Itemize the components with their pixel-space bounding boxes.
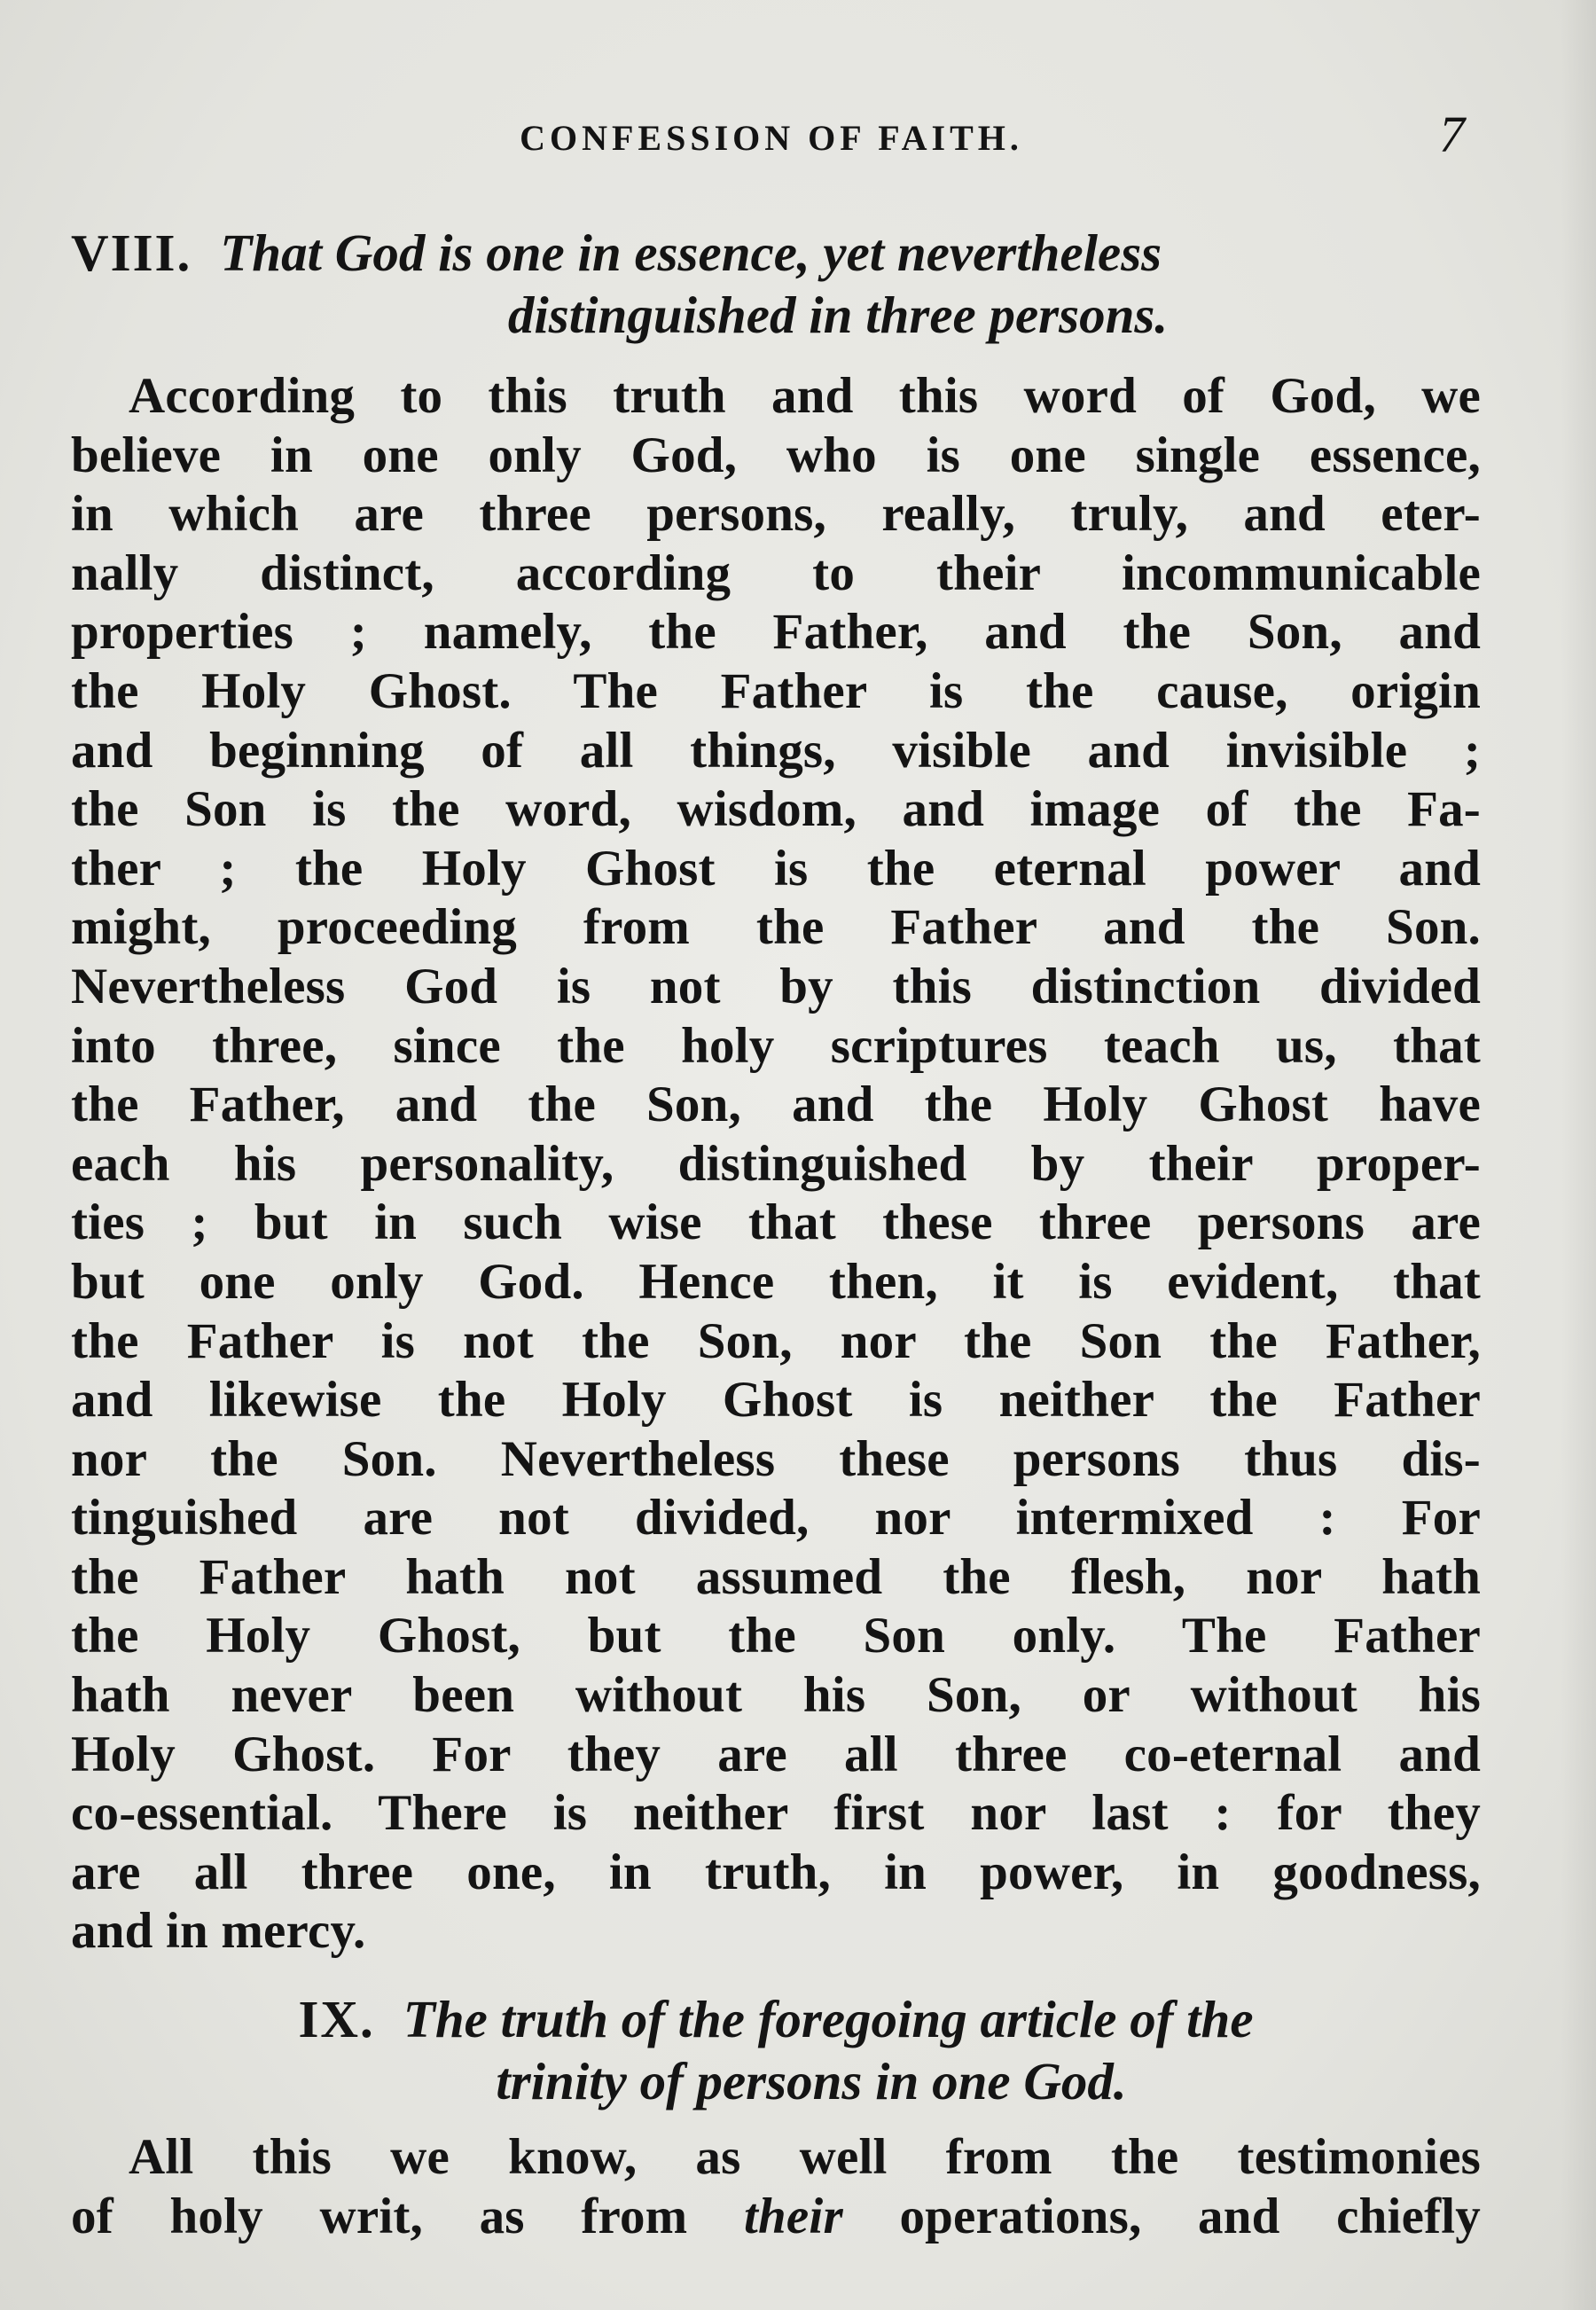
body-line: tinguished are not divided, nor intermixed : For	[71, 1490, 1481, 1547]
body-line: and likewise the Holy Ghost is neither the Father	[71, 1372, 1481, 1429]
italic-word: their	[743, 2188, 843, 2244]
article-viii-title-line2: distinguished in three persons.	[507, 286, 1169, 344]
body-text: of holy writ, as from	[71, 2188, 744, 2244]
body-line: the Father, and the Son, and the Holy Ghost have	[71, 1077, 1481, 1133]
page-content	[71, 222, 1481, 2246]
article-viii-title-line1: That God is one in essence, yet nevertheless	[220, 223, 1162, 282]
body-line: ther ; the Holy Ghost is the eternal power and	[71, 840, 1481, 897]
body-line: into three, since the holy scriptures teach us, that	[71, 1017, 1481, 1074]
article-ix-title-line1: The truth of the foregoing article of the	[403, 1990, 1254, 2049]
page-edge-shadow	[1561, 0, 1596, 2310]
body-text: operations, and chiefly	[842, 2188, 1481, 2244]
body-line: hath never been without his Son, or without his	[71, 1667, 1481, 1724]
body-line: According to this truth and this word of God, we	[129, 368, 1481, 424]
article-viii-heading	[71, 222, 1481, 346]
running-head: CONFESSION OF FAITH.	[520, 118, 1023, 158]
article-ix-title-line2: trinity of persons in one God.	[496, 2052, 1127, 2111]
article-ix-heading	[71, 1988, 1481, 2112]
body-line: believe in one only God, who is one single essence,	[71, 427, 1481, 483]
body-line: and in mercy.	[71, 1903, 366, 1960]
body-line: nally distinct, according to their incommunicable	[71, 544, 1481, 601]
article-viii-number: VIII.	[71, 223, 192, 282]
article-viii-body	[71, 367, 1481, 1962]
body-line: Holy Ghost. For they are all three co-eternal and	[71, 1726, 1481, 1782]
body-line: the Father hath not assumed the flesh, nor hath	[71, 1548, 1481, 1605]
body-line: properties ; namely, the Father, and the Son, and	[71, 604, 1481, 661]
body-line: might, proceeding from the Father and the Son.	[71, 899, 1481, 956]
article-ix-body	[71, 2128, 1481, 2246]
body-line: Nevertheless God is not by this distinction divided	[71, 958, 1481, 1014]
body-line: the Son is the word, wisdom, and image of the Fa-	[71, 781, 1481, 838]
body-line: All this we know, as well from the testimonies	[129, 2129, 1481, 2186]
page-number: 7	[1439, 106, 1465, 163]
body-line: co-essential. There is neither first nor last : for they	[71, 1785, 1481, 1842]
body-line: the Holy Ghost, but the Son only. The Father	[71, 1608, 1481, 1664]
body-line: in which are three persons, really, truly, and eter-	[71, 486, 1481, 543]
body-line	[71, 2188, 1481, 2247]
article-ix-number: IX.	[298, 1990, 375, 2049]
body-line: and beginning of all things, visible and invisible ;	[71, 722, 1481, 779]
body-line: each his personality, distinguished by their proper-	[71, 1135, 1481, 1192]
body-line: the Father is not the Son, nor the Son the Father,	[71, 1312, 1481, 1369]
body-line: the Holy Ghost. The Father is the cause, origin	[71, 662, 1481, 719]
body-line: are all three one, in truth, in power, in goodness,	[71, 1844, 1481, 1900]
body-line: but one only God. Hence then, it is evident, that	[71, 1253, 1481, 1310]
page-header	[71, 105, 1472, 176]
body-line: nor the Son. Nevertheless these persons thus dis-	[71, 1430, 1481, 1487]
body-line: ties ; but in such wise that these three persons are	[71, 1194, 1481, 1251]
